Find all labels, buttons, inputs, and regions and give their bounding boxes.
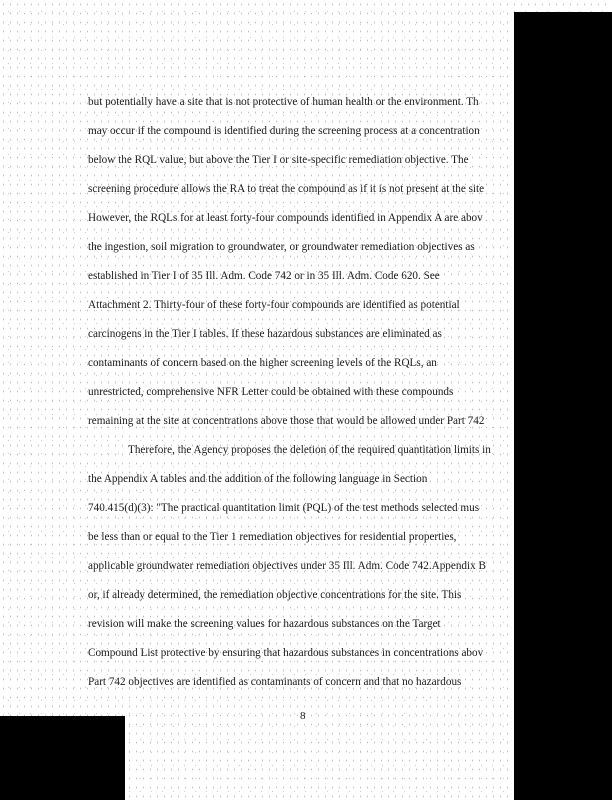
text-line: below the RQL value, but above the Tier I or site-specific remediation objective. The xyxy=(88,154,469,166)
text-line: the ingestion, soil migration to groundwater, or groundwater remediation objectives as xyxy=(88,241,475,253)
text-line: established in Tier I of 35 Ill. Adm. Code 742 or in 35 Ill. Adm. Code 620. See xyxy=(88,270,440,282)
text-line: may occur if the compound is identified during the screening process at a concentration xyxy=(88,125,480,137)
body-text xyxy=(88,88,528,697)
text-line: carcinogens in the Tier I tables. If these hazardous substances are eliminated as xyxy=(88,328,442,340)
redaction-bar-right xyxy=(514,12,612,800)
redaction-block-bottom-left xyxy=(0,716,125,800)
page-number: 8 xyxy=(300,710,306,722)
text-line: or, if already determined, the remediation objective concentrations for the site. This xyxy=(88,589,462,601)
text-line: Attachment 2. Thirty-four of these forty-four compounds are identified as potential xyxy=(88,299,460,311)
text-line: be less than or equal to the Tier 1 remediation objectives for residential properties, xyxy=(88,531,457,543)
text-line: contaminants of concern based on the higher screening levels of the RQLs, an xyxy=(88,357,437,369)
text-line: but potentially have a site that is not protective of human health or the environment. Th xyxy=(88,96,479,108)
paragraph-start-line: Therefore, the Agency proposes the deletion of the required quantitation limits in xyxy=(128,444,491,456)
text-line: unrestricted, comprehensive NFR Letter could be obtained with these compounds xyxy=(88,386,454,398)
text-line: However, the RQLs for at least forty-four compounds identified in Appendix A are abov xyxy=(88,212,483,224)
text-line: Part 742 objectives are identified as contaminants of concern and that no hazardous xyxy=(88,676,462,688)
text-line: applicable groundwater remediation objectives under 35 Ill. Adm. Code 742.Appendix B xyxy=(88,560,486,572)
text-line: Compound List protective by ensuring that hazardous substances in concentrations abov xyxy=(88,647,484,659)
text-line: 740.415(d)(3): "The practical quantitation limit (PQL) of the test methods selected mus xyxy=(88,502,480,514)
text-line: revision will make the screening values for hazardous substances on the Target xyxy=(88,618,441,630)
text-line: the Appendix A tables and the addition of the following language in Section xyxy=(88,473,428,485)
text-line: remaining at the site at concentrations above those that would be allowed under Part 742 xyxy=(88,415,485,427)
text-line: screening procedure allows the RA to treat the compound as if it is not present at the site xyxy=(88,183,485,195)
